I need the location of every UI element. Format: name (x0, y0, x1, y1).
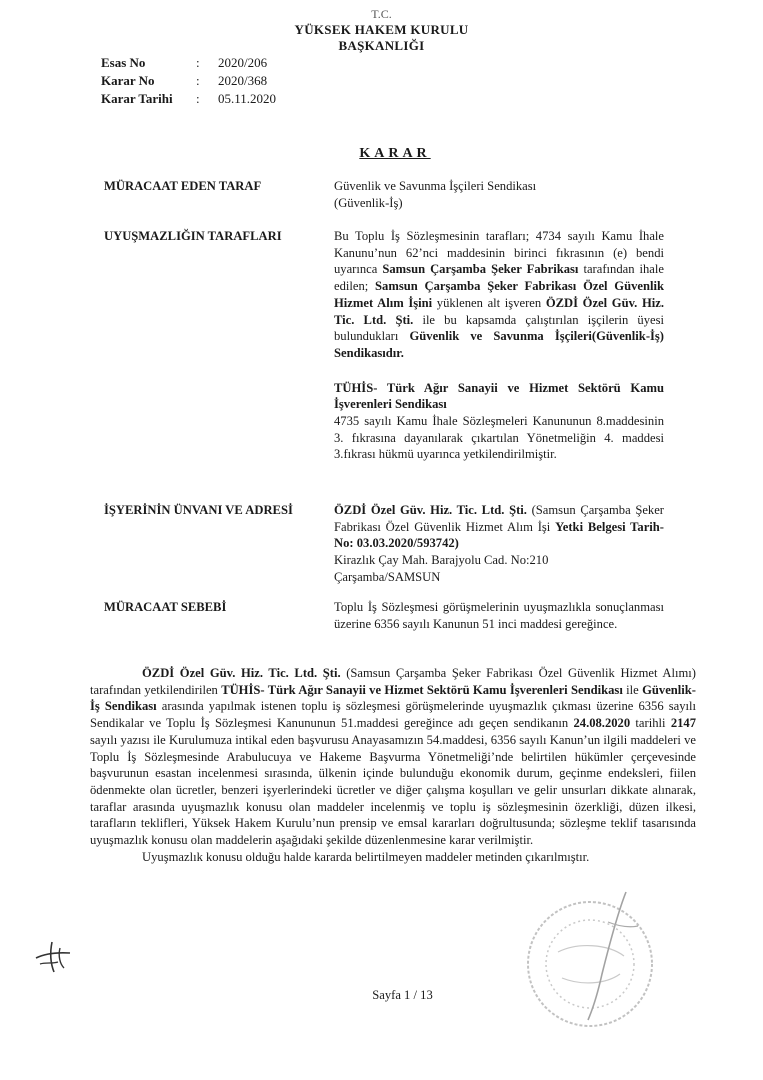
page-footer (0, 988, 763, 1003)
employer-union: TÜHİS- Türk Ağır Sanayii ve Hizmet Sektörü Kamu İşverenleri Sendikası (334, 380, 664, 412)
karar-label: Karar No (101, 73, 155, 88)
section-value (334, 228, 664, 463)
header-office: BAŞKANLIĞI (338, 38, 425, 53)
karar-value: 2020/368 (218, 73, 268, 88)
handwritten-signature (30, 938, 80, 976)
section-label: İŞYERİNİN ÜNVANI VE ADRESİ (104, 503, 293, 517)
official-stamp (498, 882, 674, 1032)
workplace-title: ÖZDİ Özel Güv. Hiz. Tic. Ltd. Şti. (Samsun Çarşamba Şeker Fabrikası Özel Güvenlik Hizmet Alım İşi Yetki Belgesi Tarih-No: 03.03.2020/593742) (334, 503, 665, 551)
section-label: UYUŞMAZLIĞIN TARAFLARI (104, 229, 282, 243)
section-label: MÜRACAAT SEBEBİ (104, 600, 227, 614)
applicant-short: (Güvenlik-İş) (334, 195, 403, 210)
header-institution: YÜKSEK HAKEM KURULU (294, 22, 469, 37)
applicant-name: Güvenlik ve Savunma İşçileri Sendikası (334, 179, 537, 193)
tarih-label: Karar Tarihi (101, 91, 173, 106)
case-metadata: Esas No : 2020/206 Karar No : 2020/368 Karar Tarihi : 05.11.2020 (101, 55, 277, 106)
document-header (0, 6, 763, 54)
esas-label: Esas No (101, 55, 146, 70)
header-tc: T.C. (371, 7, 392, 21)
parties-paragraph: Bu Toplu İş Sözleşmesinin tarafları; 4734 sayılı Kamu İhale Kanunu’nun 62’nci maddesinin birinci fıkrasının (e) bendi uyarınca Samsun Çarşamba Şeker Fabrikası tarafından ihale edilen; Samsun Çarşamba Şeker Fabrikası Özel Güvenlik Hizmet Alım İşini yüklenen alt işveren ÖZDİ Özel Güv. Hiz. Tic. Ltd. Şti. ile bu kapsamda çalıştırılan işçilerin üyesi bulundukları Güvenlik ve Savunma İşçileri(Güvenlik-İş) Sendikasıdır. (334, 229, 665, 360)
tarih-value: 05.11.2020 (218, 91, 277, 106)
document-title: KARAR (359, 146, 431, 161)
decision-body (90, 665, 696, 865)
workplace-address-1: Kirazlık Çay Mah. Barajyolu Cad. No:210 (334, 553, 549, 568)
page-number: Sayfa 1 / 13 (372, 988, 433, 1002)
section-value (334, 178, 664, 211)
section-label: MÜRACAAT EDEN TARAF (104, 179, 262, 193)
employer-union-text: 4735 sayılı Kamu İhale Sözleşmeleri Kanununun 8.maddesinin 3. fıkrasına dayanılarak çıkartılan Yönetmeliğin 4. maddesi 3.fıkrası hükmü uyarınca yetkilendirilmiştir. (334, 414, 664, 462)
esas-value: 2020/206 (218, 55, 268, 70)
body-paragraph-2: Uyuşmazlık konusu olduğu halde kararda belirtilmeyen maddeler metinden çıkarılmıştır. (142, 849, 590, 864)
workplace-address-2: Çarşamba/SAMSUN (334, 569, 441, 584)
body-paragraph-1: ÖZDİ Özel Güv. Hiz. Tic. Ltd. Şti. (Samsun Çarşamba Şeker Fabrikası Özel Güvenlik Hizmet Alımı) tarafından yetkilendirilen TÜHİS- Türk Ağır Sanayii ve Hizmet Sektörü Kamu İşverenleri Sendikası ile Güvenlik-İş Sendikası arasında yapılmak istenen toplu iş sözleşmesi görüşmelerinde uyuşmazlık çıkması üzerine 6356 sayılı Sendikalar ve Toplu İş Sözleşmesi Kanununun 51.maddesi gereğince adı geçen sendikanın 24.08.2020 tarihli 2147 sayılı yazısı ile Kurulumuza intikal eden başvurusu Anayasamızın 54.maddesi, 6356 sayılı Kanun’un ilgili maddeleri ve Toplu İş Sözleşmesinde Arabulucuya ve Hakeme Başvurma Yönetmeliği’nde belirtilen hükümler çerçevesinde başvurunun esastan incelenmesi sırasında, ülkenin içinde bulunduğu ekonomik durum, geçinme endeksleri, fiilen ödenmekte olan ücretler, benzeri işyerlerindeki ücretler ve diğer çalışma koşulları ve gelir unsurları dikkate alınarak, taraflar arasında uyuşmazlık konusu olan maddeler incelenmiş ve toplu iş sözleşmesinin özerkliği, düzen ilkesi, tarafların teklifleri, Yüksek Hakem Kurulu’nun prensip ve emsal kararları doğrultusunda; sözleşme teklif tasarısında uyuşmazlık konusu olan maddelerin aşağıdaki şekilde düzenlenmesine karar verilmiştir. (90, 666, 696, 848)
section-value: Toplu İş Sözleşmesi görüşmelerinin uyuşmazlıkla sonuçlanması üzerine 6356 sayılı Kanunun 51 inci maddesi gereğince. (334, 600, 664, 631)
section-value (334, 502, 664, 586)
